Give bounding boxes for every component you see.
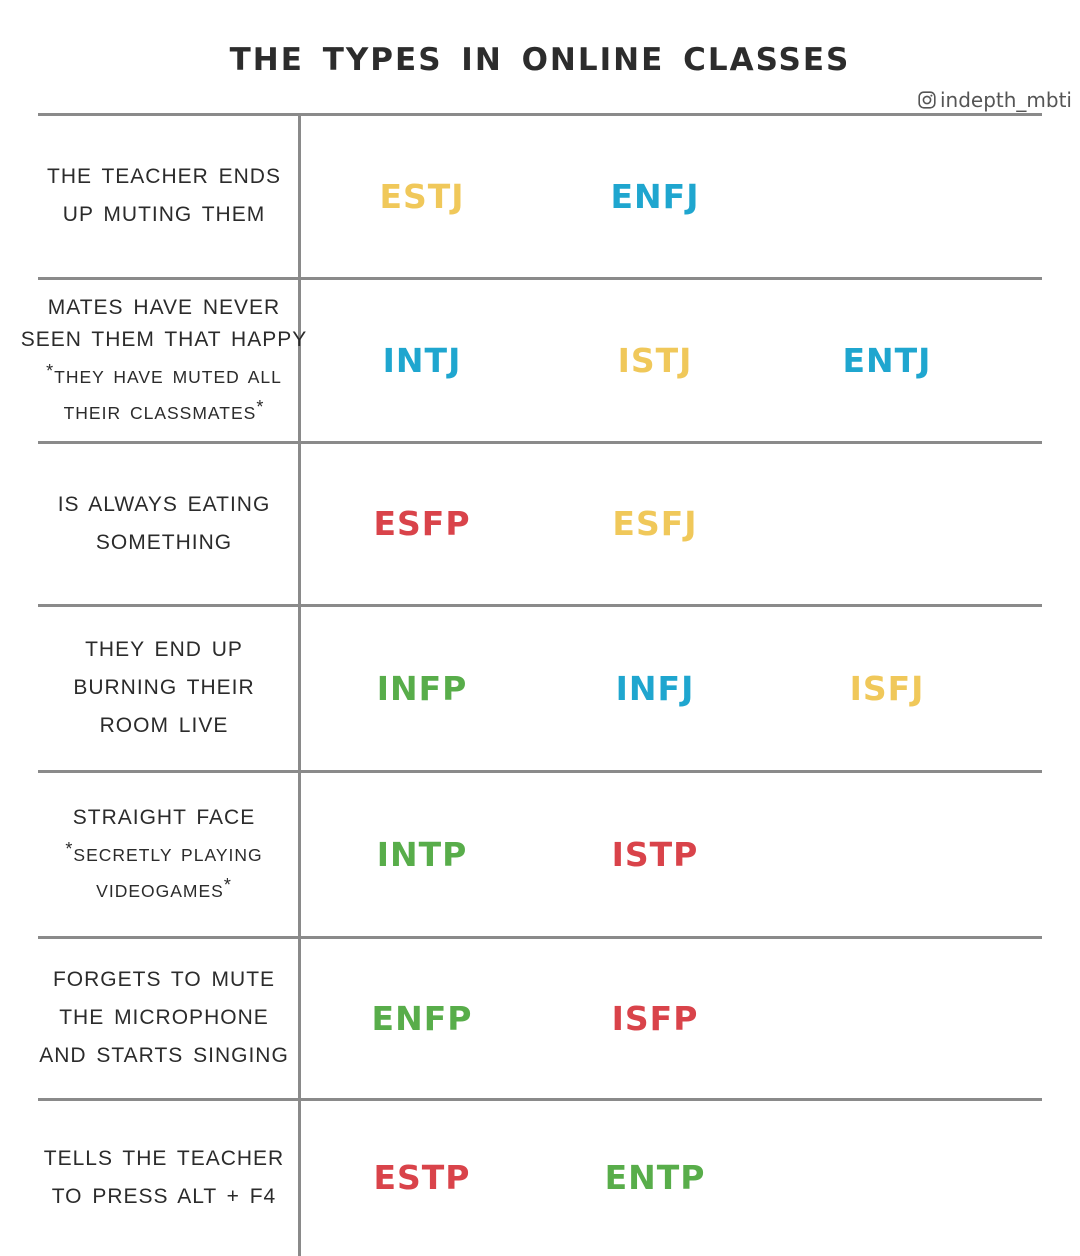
description-line: SOMETHING: [95, 530, 233, 554]
description-line: MATES HAVE NEVER: [47, 296, 281, 319]
mbti-type-infj: INFJ: [615, 668, 695, 708]
row-description: [18, 114, 310, 278]
row-description: [18, 937, 310, 1099]
table-row: [38, 442, 1042, 605]
description-line: TO PRESS ALT + F4: [51, 1184, 277, 1208]
mbti-type-intp: INTP: [376, 834, 468, 874]
description-line: THEY END UP: [85, 638, 243, 661]
mbti-type-entp: ENTP: [604, 1158, 706, 1197]
mbti-type-enfp: ENFP: [371, 998, 473, 1038]
asterisk-mark: *: [223, 875, 232, 895]
description-aside: [46, 356, 282, 392]
mbti-type-estp: ESTP: [373, 1158, 471, 1197]
page-title: THE TYPES IN ONLINE CLASSES: [229, 42, 851, 78]
mbti-type-enfj: ENFJ: [610, 176, 700, 216]
mbti-type-istj: ISTJ: [617, 340, 693, 380]
description-line: UP MUTING THEM: [62, 203, 266, 226]
asterisk-mark: *: [256, 397, 265, 417]
description-aside: [65, 834, 262, 870]
description-line: SEEN THEM THAT HAPPY: [20, 328, 308, 351]
mbti-type-isfj: ISFJ: [849, 668, 925, 708]
table-row: [38, 1099, 1042, 1256]
description-line: IS ALWAYS EATING: [57, 492, 271, 516]
row-description: [18, 605, 310, 771]
mbti-type-entj: ENTJ: [842, 340, 932, 380]
table-row: [38, 114, 1042, 278]
table-row: [38, 937, 1042, 1099]
instagram-handle: [918, 88, 1072, 112]
asterisk-mark: *: [46, 361, 55, 381]
row-description: [18, 771, 310, 937]
description-line: THE MICROPHONE: [59, 1006, 269, 1029]
description-line: AND STARTS SINGING: [39, 1044, 289, 1067]
description-line: FORGETS TO MUTE: [52, 968, 276, 991]
mbti-type-estj: ESTJ: [379, 176, 465, 216]
description-aside: [64, 392, 265, 428]
types-table: [20, 114, 1042, 1256]
handle-text: indepth_mbti: [939, 88, 1072, 112]
aside-text: VIDEOGAMES: [96, 881, 224, 901]
row-description: [18, 1099, 310, 1256]
description-line: BURNING THEIR: [73, 676, 255, 699]
mbti-type-esfp: ESFP: [373, 504, 471, 543]
row-description: [18, 278, 310, 442]
mbti-type-intj: INTJ: [382, 340, 462, 380]
table-row: [38, 771, 1042, 937]
mbti-type-esfj: ESFJ: [612, 504, 698, 543]
mbti-type-infp: INFP: [376, 668, 468, 708]
description-line: STRAIGHT FACE: [72, 806, 256, 829]
description-line: ROOM LIVE: [99, 714, 229, 737]
aside-text: THEY HAVE MUTED ALL: [54, 367, 282, 387]
description-line: THE TEACHER ENDS: [47, 165, 281, 188]
aside-text: SECRETLY PLAYING: [73, 845, 263, 865]
table-row: [38, 605, 1042, 771]
asterisk-mark: *: [65, 839, 74, 859]
mbti-type-isfp: ISFP: [611, 998, 699, 1038]
aside-text: THEIR CLASSMATES: [63, 403, 257, 423]
description-aside: [96, 870, 232, 906]
row-description: [18, 442, 310, 605]
description-line: TELLS THE TEACHER: [43, 1146, 285, 1170]
mbti-type-istp: ISTP: [611, 834, 699, 874]
table-row: [20, 278, 1042, 442]
instagram-icon: [918, 91, 936, 109]
